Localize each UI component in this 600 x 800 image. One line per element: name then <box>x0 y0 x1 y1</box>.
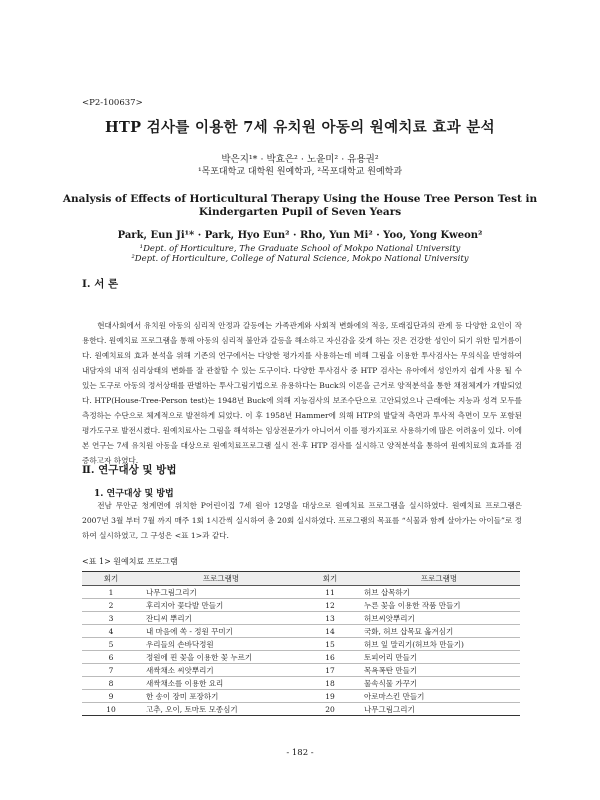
session-number: 4 <box>82 625 140 638</box>
title-korean: HTP 검사를 이용한 7세 유치원 아동의 원예치료 효과 분석 <box>105 119 495 136</box>
affiliation-korean: ¹목포대학교 대학원 원예학과, ²목포대학교 원예학과 <box>197 167 403 177</box>
program-name: 목욕폭탄 만들기 <box>358 664 520 677</box>
program-name: 잔디씨 뿌리기 <box>140 612 302 625</box>
table-row <box>82 677 520 690</box>
program-name: 물속식물 가꾸기 <box>358 677 520 690</box>
program-name: 정원에 핀 꽃을 이용한 꽃 누르기 <box>140 651 302 664</box>
session-number: 8 <box>82 677 140 690</box>
session-number: 1 <box>82 586 140 599</box>
program-name: 아로마스킨 만들기 <box>358 690 520 703</box>
session-number: 16 <box>302 651 358 664</box>
session-number: 13 <box>302 612 358 625</box>
session-number: 11 <box>302 586 358 599</box>
title-english-line2: Kindergarten Pupil of Seven Years <box>198 206 402 218</box>
header-program: 프로그램명 <box>358 572 520 586</box>
program-name: 나무그림그리기 <box>140 586 302 599</box>
authors-english: Park, Eun Ji¹* · Park, Hyo Eun² · Rho, Yun Mi² · Yoo, Yong Kweon² <box>117 230 483 241</box>
title-english-line1: Analysis of Effects of Horticultural Therapy Using the House Tree Person Test in <box>62 193 538 205</box>
table-caption: <표 1> 원예치료 프로그램 <box>82 557 178 566</box>
program-name: 내 마음에 쏙 - 정원 꾸미기 <box>140 625 302 638</box>
header-program: 프로그램명 <box>140 572 302 586</box>
session-number: 18 <box>302 677 358 690</box>
method-heading: Ⅱ. 연구대상 및 방법 <box>82 464 177 476</box>
program-name: 허브씨앗뿌리기 <box>358 612 520 625</box>
program-name: 허브 삽목하기 <box>358 586 520 599</box>
program-name: 나무그림그리기 <box>358 703 520 716</box>
table-row <box>82 586 520 599</box>
table-row <box>82 612 520 625</box>
session-number: 6 <box>82 651 140 664</box>
table-row <box>82 638 520 651</box>
header-session: 회기 <box>82 572 140 586</box>
subject-paragraph: 전남 무안군 청계면에 위치한 P어린이집 7세 원아 12명을 대상으로 원예치료 프로그램을 실시하였다. 원예치료 프로그램은 2007년 3월 부터 7월 까지 매주 1회 1시간씩 실시하여 총 20회 실시하였다. 프로그램의 목표를 “식물과 함께 살아가는 아이들”로 정하여 실시하였고, 그 구성은 <표 1>과 같다. <box>82 501 522 540</box>
program-name: 국화, 허브 삽목묘 옮겨심기 <box>358 625 520 638</box>
program-name: 한 송이 장미 포장하기 <box>140 690 302 703</box>
program-name: 후리지아 꽃다발 만들기 <box>140 599 302 612</box>
affiliation-english-line2: ²Dept. of Horticulture, College of Natural Science, Mokpo National University <box>131 254 469 264</box>
paper-code: <P2-100637> <box>82 98 143 108</box>
session-number: 15 <box>302 638 358 651</box>
program-name: 누른 꽃을 이용한 작품 만들기 <box>358 599 520 612</box>
header-session: 회기 <box>302 572 358 586</box>
title-english <box>0 193 600 219</box>
session-number: 12 <box>302 599 358 612</box>
page-number: - 182 - <box>286 748 314 758</box>
intro-paragraph: 현대사회에서 유치원 아동의 심리적 안정과 갈등에는 가족관계와 사회적 변화에의 적응, 또래집단과의 관계 등 다양한 요인이 작용한다. 원예치료 프로그램을 통해 아동의 심리적 불안과 갈등을 해소하고 자신감을 갖게 하는 것은 건강한 성인이 되기 위한 밑거름이다. 원예치료의 효과 분석을 위해 기존의 연구에서는 다양한 평가지를 사용하는데 비해 그림을 이용한 투사검사는 무의식을 반영하여 내담자의 내적 심리상태의 변화를 잘 관찰할 수 있는 도구이다. 다양한 투사검사 중 HTP 검사는 유아에서 성인까지 쉽게 사용 될 수 있는 도구로 아동의 정서상태를 판별하는 투사그림기법으로 유용하다는 Buck의 이론을 근거로 양적분석을 통한 채점체계가 개발되었다. HTP(House-Tree-Person test)는 1948년 Buck에 의해 지능검사의 보조수단으로 고안되었으나 근래에는 지능과 성격 모두를 측정하는 수단으로 체계적으로 발전하게 되었다. 이 후 1958년 Hammer에 의해 HTP의 발달적 측면과 투사적 측면이 모두 포함된 평가도구로 발전시켰다. 원예치료사는 그림을 해석하는 임상전문가가 아니어서 이를 평가지표로 사용하기에 많은 어려움이 있다. 이에 본 연구는 7세 유치원 아동을 대상으로 원예치료프로그램 실시 전·후 HTP 검사를 실시하고 양적분석을 통하여 원예치료의 효과를 검증하고자 하였다. <box>82 321 522 465</box>
authors-korean: 박은지¹* · 박효은² · 노윤미² · 유용권² <box>221 154 379 165</box>
session-number: 10 <box>82 703 140 716</box>
session-number: 17 <box>302 664 358 677</box>
table-row <box>82 651 520 664</box>
table-header-row <box>82 572 520 586</box>
session-number: 14 <box>302 625 358 638</box>
intro-heading: Ⅰ. 서 론 <box>82 278 119 290</box>
session-number: 9 <box>82 690 140 703</box>
table-row <box>82 690 520 703</box>
table-row <box>82 664 520 677</box>
session-number: 2 <box>82 599 140 612</box>
program-name: 새싹채소를 이용한 요리 <box>140 677 302 690</box>
program-table <box>82 571 520 716</box>
table-row <box>82 599 520 612</box>
session-number: 5 <box>82 638 140 651</box>
table-row <box>82 703 520 716</box>
program-name: 우리들의 손바닥정원 <box>140 638 302 651</box>
program-name: 토피어리 만들기 <box>358 651 520 664</box>
affiliation-english <box>0 244 600 264</box>
program-name: 고추, 오이, 토마토 모종심기 <box>140 703 302 716</box>
program-name: 허브 잎 말리기(허브차 만들기) <box>358 638 520 651</box>
session-number: 20 <box>302 703 358 716</box>
session-number: 19 <box>302 690 358 703</box>
session-number: 3 <box>82 612 140 625</box>
table-row <box>82 625 520 638</box>
session-number: 7 <box>82 664 140 677</box>
program-name: 새싹채소 씨앗뿌리기 <box>140 664 302 677</box>
affiliation-english-line1: ¹Dept. of Horticulture, The Graduate School of Mokpo National University <box>139 244 461 254</box>
subject-heading: 1. 연구대상 및 방법 <box>94 489 174 499</box>
